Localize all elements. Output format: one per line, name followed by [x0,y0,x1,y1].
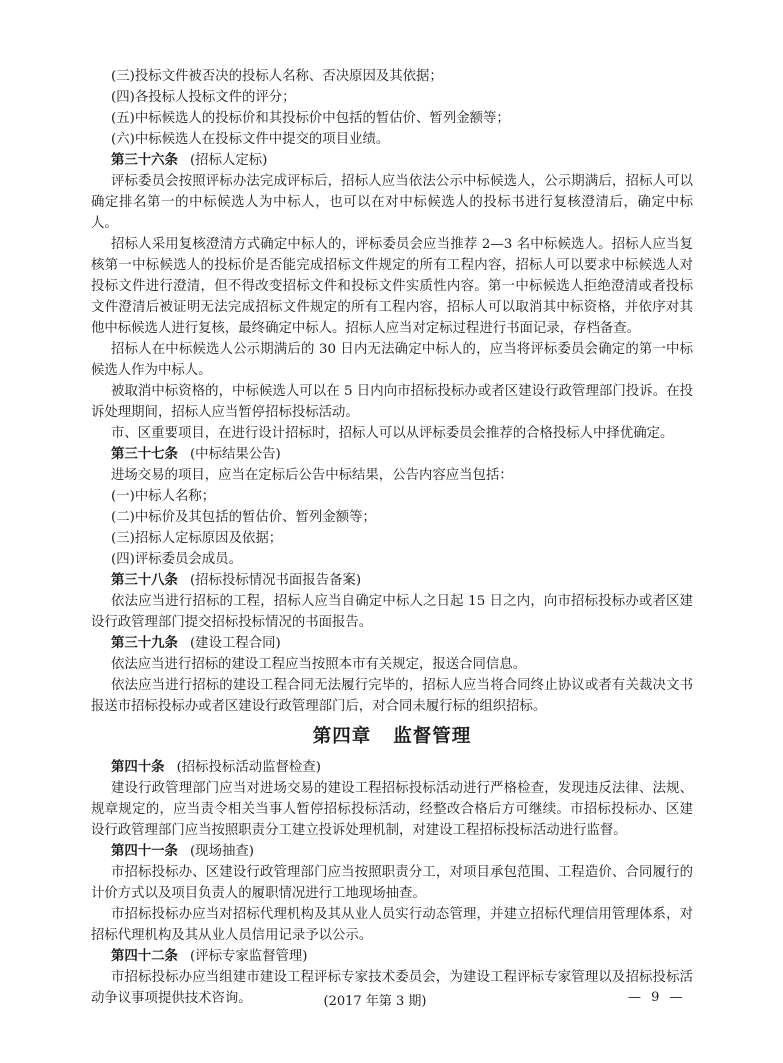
paragraph: 市招标投标办、区建设行政管理部门应当按照职责分工，对项目承包范围、工程造价、合同履行的计价方式以及项目负责人的履职情况进行工地现场抽查。 [91,865,693,901]
article-heading [91,946,693,967]
article-title: (评标专家监督管理) [189,949,308,964]
paragraph: 被取消中标资格的，中标候选人可以在 5 日内向市招标投标办或者区建设行政管理部门投诉。在投诉处理期间，招标人应当暂停招标投标活动。 [91,384,693,420]
article-heading [91,633,693,654]
article-number: 第四十一条 [111,844,178,859]
chapter-heading [91,717,693,757]
article-heading [91,150,693,171]
article-heading [91,841,693,862]
article-heading [91,757,693,778]
chapter-title: 监督管理 [393,726,472,747]
paragraph: 依法应当进行招标的建设工程合同无法履行完毕的，招标人应当将合同终止协议或者有关裁决文书报送市招标投标办或者区建设行政管理部门后，对合同未履行标的组织招标。 [91,678,693,714]
paragraph: 市、区重要项目，在进行设计招标时，招标人可以从评标委员会推荐的合格投标人中择优确定。 [111,426,674,441]
list-item: (二)中标价及其包括的暂估价、暂列金额等； [111,510,376,525]
article-number: 第三十九条 [111,636,178,651]
article-title: (现场抽查) [189,844,254,859]
list-item: (六)中标候选人在投标文件中提交的项目业绩。 [111,132,390,147]
article-heading [91,444,693,465]
paragraph: 建设行政管理部门应当对进场交易的建设工程招标投标活动进行严格检查，发现违反法律、法规、规章规定的，应当责令相关当事人暂停招标投标活动，经整改合格后方可继续。市招标投标办、区建设行政管理部门应当按照职责分工建立投诉处理机制，对建设工程招标投标活动进行监督。 [91,781,693,838]
paragraph: 招标人在中标候选人公示期满后的 30 日内无法确定中标人的，应当将评标委员会确定的第一中标候选人作为中标人。 [91,342,693,378]
article-title: (招标投标情况书面报告备案) [189,573,362,588]
list-item: (三)招标人定标原因及依据； [111,531,283,546]
article-title: (招标投标活动监督检查) [176,760,321,775]
paragraph: 依法应当进行招标的工程，招标人应当自确定中标人之日起 15 日之内，向市招标投标办或者区建设行政管理部门提交招标投标情况的书面报告。 [91,594,693,630]
chapter-number: 第四章 [312,726,372,747]
article-number: 第三十七条 [111,447,178,462]
page-number: — 9 — [628,990,686,1005]
paragraph: 评标委员会按照评标办法完成评标后，招标人应当依法公示中标候选人，公示期满后，招标人可以确定排名第一的中标候选人为中标人，也可以在对中标候选人的投标书进行复核澄清后，确定中标人。 [91,174,693,231]
list-item: (三)投标文件被否决的投标人名称、否决原因及其依据； [111,69,443,84]
list-item: (四)评标委员会成员。 [111,552,242,567]
list-item: (五)中标候选人的投标价和其投标价中包括的暂估价、暂列金额等； [111,111,510,126]
paragraph: 依法应当进行招标的建设工程应当按照本市有关规定，报送合同信息。 [111,657,527,672]
article-heading [91,570,693,591]
article-number: 第三十八条 [111,573,178,588]
article-title: (建设工程合同) [189,636,281,651]
list-item: (四)各投标人投标文件的评分； [111,90,296,105]
document-body [91,66,693,1009]
article-title: (招标人定标) [189,153,268,168]
article-number: 第四十二条 [111,949,178,964]
article-number: 第三十六条 [111,153,178,168]
paragraph: 招标人采用复核澄清方式确定中标人的，评标委员会应当推荐 2—3 名中标候选人。招标人应当复核第一中标候选人的投标价是否能完成招标文件规定的所有工程内容，招标人可以要求中标候选人对投标文件进行澄清，但不得改变招标文件和投标文件实质性内容。第一中标候选人拒绝澄清或者投标文件澄清后被证明无法完成招标文件规定的所有工程内容，招标人可以取消其中标资格，并依序对其他中标候选人进行复核，最终确定中标人。招标人应当对定标过程进行书面记录，存档备查。 [91,237,693,336]
footer-issue: (2017 年第 3 期) [323,994,427,1009]
paragraph: 进场交易的项目，应当在定标后公告中标结果，公告内容应当包括： [111,468,513,483]
list-item: (一)中标人名称； [111,489,216,504]
article-number: 第四十条 [111,760,165,775]
paragraph: 市招标投标办应当组建市建设工程评标专家技术委员会，为建设工程评标专家管理以及招标投标活动争议事项提供技术咨询。 [91,970,693,1006]
article-title: (中标结果公告) [189,447,281,462]
paragraph: 市招标投标办应当对招标代理机构及其从业人员实行动态管理，并建立招标代理信用管理体系，对招标代理机构及其从业人员信用记录予以公示。 [91,907,693,943]
